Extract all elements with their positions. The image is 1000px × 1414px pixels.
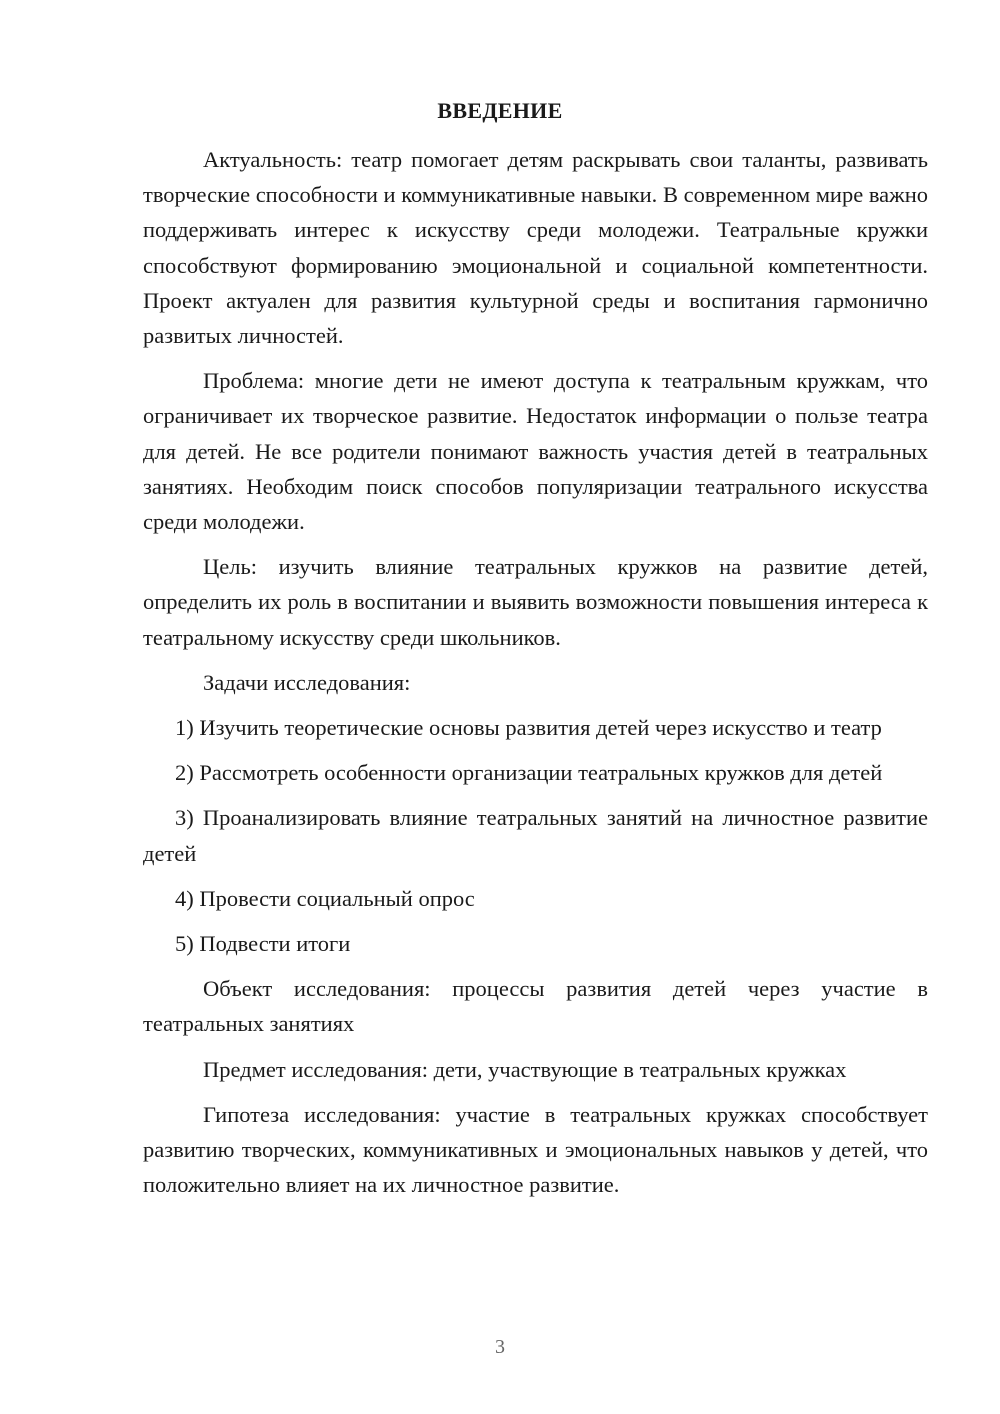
paragraph-subject: Предмет исследования: дети, участвующие в театральных кружках xyxy=(203,1056,847,1082)
task-item-5: 5) Подвести итоги xyxy=(175,931,351,957)
task-item-4: 4) Провести социальный опрос xyxy=(175,885,475,911)
task-item-2: 2) Рассмотреть особенности организации театральных кружков для детей xyxy=(175,760,883,786)
document-body xyxy=(143,142,928,1212)
paragraph-tasks-heading: Задачи исследования: xyxy=(203,669,411,695)
page-title: ВВЕДЕНИЕ xyxy=(437,98,563,123)
paragraph-goal: Цель: изучить влияние театральных кружков на развитие детей, определить их роль в воспитании и выявить возможности повышения интереса к театральному искусству среди школьников. xyxy=(143,554,928,650)
task-item-3: 3) Проанализировать влияние театральных занятий на личностное развитие детей xyxy=(143,805,928,866)
paragraph-problem: Проблема: многие дети не имеют доступа к театральным кружкам, что ограничивает их творческое развитие. Недостаток информации о пользе театра для детей. Не все родители понимают важность участия детей в театральных занятиях. Необходим поиск способов популяризации театрального искусства среди молодежи. xyxy=(143,368,928,535)
paragraph-hypothesis: Гипотеза исследования: участие в театральных кружках способствует развитию творческих, коммуникативных и эмоциональных навыков у детей, что положительно влияет на их личностное развитие. xyxy=(143,1101,928,1198)
task-item-1: 1) Изучить теоретические основы развития детей через искусство и театр xyxy=(175,715,882,741)
page-number: 3 xyxy=(495,1336,505,1358)
paragraph-object: Объект исследования: процессы развития детей через участие в театральных занятиях xyxy=(143,976,928,1037)
paragraph-relevance: Актуальность: театр помогает детям раскрывать свои таланты, развивать творческие способности и коммуникативные навыки. В современном мире важно поддерживать интерес к искусству среди молодежи. Театральные кружки способствуют формированию эмоциональной и социальной компетентности. Проект актуален для развития культурной среды и воспитания гармонично развитых личностей. xyxy=(143,147,928,349)
